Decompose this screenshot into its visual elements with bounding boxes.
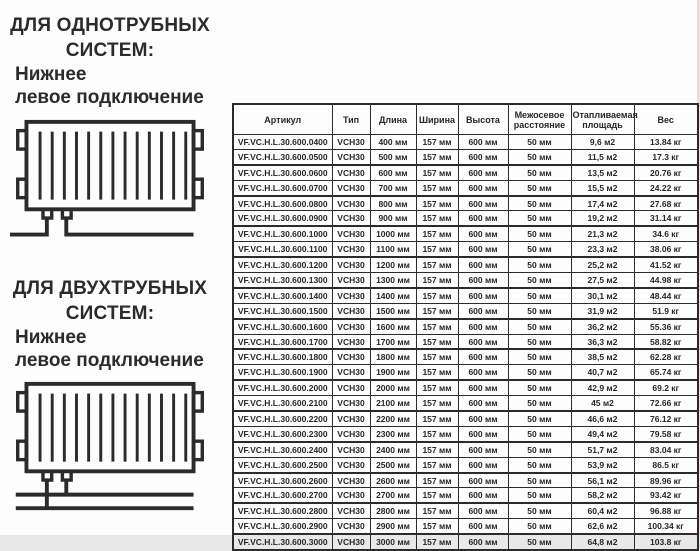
- table-cell: 157 мм: [416, 319, 458, 334]
- table-row: [233, 226, 698, 241]
- table-cell: 600 мм: [458, 457, 508, 472]
- radiator-single-pipe-diagram: [8, 118, 212, 250]
- table-cell: 103.8 кг: [634, 534, 698, 550]
- table-row: [233, 488, 698, 503]
- table-row: [233, 457, 698, 472]
- table-cell: 700 мм: [370, 180, 416, 195]
- table-cell: 600 мм: [458, 149, 508, 164]
- table-row: [233, 334, 698, 349]
- table-cell: 40,7 м2: [571, 365, 634, 380]
- table-cell: 13,5 м2: [571, 165, 634, 180]
- table-cell: VF.VC.H.L.30.600.1400: [233, 288, 332, 303]
- table-cell: 2400 мм: [370, 442, 416, 457]
- table-cell: 600 мм: [370, 165, 416, 180]
- section2-title-line2: СИСТЕМ:: [65, 303, 155, 324]
- table-cell: 31,9 м2: [571, 303, 634, 318]
- table-cell: 157 мм: [416, 473, 458, 488]
- table-row: [233, 380, 698, 395]
- table-cell: 50 мм: [508, 396, 571, 411]
- table-cell: 2300 мм: [370, 426, 416, 441]
- table-cell: 1000 мм: [370, 226, 416, 241]
- table-cell: 600 мм: [458, 380, 508, 395]
- table-cell: 600 мм: [458, 226, 508, 241]
- table-cell: 157 мм: [416, 149, 458, 164]
- table-cell: VF.VC.H.L.30.600.1500: [233, 303, 332, 318]
- table-row: [233, 411, 698, 426]
- table-cell: 2800 мм: [370, 503, 416, 518]
- table-cell: VF.VC.H.L.30.600.1600: [233, 319, 332, 334]
- table-cell: 50 мм: [508, 211, 571, 226]
- table-cell: 50 мм: [508, 273, 571, 288]
- table-cell: 2700 мм: [370, 488, 416, 503]
- table-cell: 83.04 кг: [634, 442, 698, 457]
- table-cell: 157 мм: [416, 135, 458, 150]
- table-cell: 46,6 м2: [571, 411, 634, 426]
- table-cell: 27,5 м2: [571, 273, 634, 288]
- section1-subtitle: [15, 63, 225, 109]
- table-cell: 50 мм: [508, 303, 571, 318]
- table-cell: 31.14 кг: [634, 211, 698, 226]
- section1-title-line1: ДЛЯ ОДНОТРУБНЫХ: [10, 15, 210, 36]
- table-row: [233, 165, 698, 180]
- table-row: [233, 273, 698, 288]
- table-cell: 53,9 м2: [571, 457, 634, 472]
- table-cell: VCH30: [332, 319, 370, 334]
- table-cell: 50 мм: [508, 488, 571, 503]
- table-cell: 600 мм: [458, 257, 508, 272]
- table-cell: 1400 мм: [370, 288, 416, 303]
- table-cell: 600 мм: [458, 165, 508, 180]
- table-cell: 600 мм: [458, 473, 508, 488]
- table-cell: 76.12 кг: [634, 411, 698, 426]
- table-cell: 30,1 м2: [571, 288, 634, 303]
- table-row: [233, 135, 698, 150]
- section1-subtitle-line2: левое подключение: [15, 87, 204, 108]
- table-cell: VF.VC.H.L.30.600.1300: [233, 273, 332, 288]
- table-cell: 157 мм: [416, 288, 458, 303]
- table-cell: VCH30: [332, 349, 370, 364]
- table-cell: 50 мм: [508, 135, 571, 150]
- table-cell: VCH30: [332, 442, 370, 457]
- table-cell: VF.VC.H.L.30.600.0500: [233, 149, 332, 164]
- table-cell: VCH30: [332, 426, 370, 441]
- table-cell: 157 мм: [416, 257, 458, 272]
- table-cell: 157 мм: [416, 396, 458, 411]
- table-cell: 600 мм: [458, 211, 508, 226]
- table-row: [233, 365, 698, 380]
- table-cell: VF.VC.H.L.30.600.0400: [233, 135, 332, 150]
- table-cell: 38.06 кг: [634, 242, 698, 257]
- table-row: [233, 473, 698, 488]
- table-cell: 1500 мм: [370, 303, 416, 318]
- table-cell: 157 мм: [416, 303, 458, 318]
- table-cell: 50 мм: [508, 334, 571, 349]
- table-cell: 600 мм: [458, 180, 508, 195]
- table-cell: 900 мм: [370, 211, 416, 226]
- table-cell: VF.VC.H.L.30.600.2600: [233, 473, 332, 488]
- table-cell: VCH30: [332, 411, 370, 426]
- table-cell: 1700 мм: [370, 334, 416, 349]
- table-cell: 600 мм: [458, 288, 508, 303]
- table-cell: 21,3 м2: [571, 226, 634, 241]
- table-cell: VCH30: [332, 503, 370, 518]
- column-header: Тип: [332, 104, 370, 135]
- column-header: Высота: [458, 104, 508, 135]
- table-cell: 2000 мм: [370, 380, 416, 395]
- table-cell: VF.VC.H.L.30.600.0900: [233, 211, 332, 226]
- table-cell: 38,5 м2: [571, 349, 634, 364]
- table-cell: 60,4 м2: [571, 503, 634, 518]
- table-cell: 157 мм: [416, 196, 458, 211]
- table-cell: VF.VC.H.L.30.600.0800: [233, 196, 332, 211]
- table-cell: 20.76 кг: [634, 165, 698, 180]
- table-cell: 2200 мм: [370, 411, 416, 426]
- table-cell: VF.VC.H.L.30.600.1200: [233, 257, 332, 272]
- table-cell: 51.9 кг: [634, 303, 698, 318]
- table-cell: 400 мм: [370, 135, 416, 150]
- table-cell: 157 мм: [416, 273, 458, 288]
- table-cell: 600 мм: [458, 534, 508, 550]
- table-cell: 58.82 кг: [634, 334, 698, 349]
- table-row: [233, 180, 698, 195]
- table-cell: 69.2 кг: [634, 380, 698, 395]
- table-cell: 50 мм: [508, 365, 571, 380]
- table-cell: 100.34 кг: [634, 519, 698, 534]
- table-cell: 17.3 кг: [634, 149, 698, 164]
- table-cell: VCH30: [332, 473, 370, 488]
- table-cell: 50 мм: [508, 242, 571, 257]
- radiator-two-pipe-diagram: [8, 380, 212, 522]
- table-cell: VF.VC.H.L.30.600.2000: [233, 380, 332, 395]
- table-cell: 600 мм: [458, 442, 508, 457]
- table-cell: 9,6 м2: [571, 135, 634, 150]
- table-cell: VCH30: [332, 257, 370, 272]
- table-row: [233, 149, 698, 164]
- table-row: [233, 426, 698, 441]
- table-cell: 600 мм: [458, 196, 508, 211]
- table-cell: 50 мм: [508, 519, 571, 534]
- table-cell: VF.VC.H.L.30.600.2800: [233, 503, 332, 518]
- table-cell: 50 мм: [508, 319, 571, 334]
- table-cell: 600 мм: [458, 273, 508, 288]
- table-cell: 1200 мм: [370, 257, 416, 272]
- table-cell: 48.44 кг: [634, 288, 698, 303]
- table-cell: 157 мм: [416, 349, 458, 364]
- table-cell: VCH30: [332, 334, 370, 349]
- table-cell: 72.66 кг: [634, 396, 698, 411]
- table-cell: 55.36 кг: [634, 319, 698, 334]
- table-cell: 500 мм: [370, 149, 416, 164]
- table-cell: VCH30: [332, 211, 370, 226]
- table-cell: 11,5 м2: [571, 149, 634, 164]
- table-cell: VCH30: [332, 288, 370, 303]
- table-row: [233, 211, 698, 226]
- table-cell: 157 мм: [416, 411, 458, 426]
- column-header: Артикул: [233, 104, 332, 135]
- table-cell: VCH30: [332, 534, 370, 550]
- table-row: [233, 196, 698, 211]
- table-cell: 13.84 кг: [634, 135, 698, 150]
- radiator-single-pipe-drawing: [8, 118, 212, 250]
- table-cell: 25,2 м2: [571, 257, 634, 272]
- table-row: [233, 534, 698, 550]
- table-cell: 93.42 кг: [634, 488, 698, 503]
- table-cell: 65.74 кг: [634, 365, 698, 380]
- table-cell: VF.VC.H.L.30.600.2100: [233, 396, 332, 411]
- table-row: [233, 503, 698, 518]
- table-cell: 17,4 м2: [571, 196, 634, 211]
- table-cell: 56,1 м2: [571, 473, 634, 488]
- table-cell: VCH30: [332, 457, 370, 472]
- table-cell: 24.22 кг: [634, 180, 698, 195]
- table-cell: 51,7 м2: [571, 442, 634, 457]
- table-cell: 157 мм: [416, 211, 458, 226]
- table-cell: VF.VC.H.L.30.600.2200: [233, 411, 332, 426]
- table-cell: VF.VC.H.L.30.600.3000: [233, 534, 332, 550]
- table-cell: 2600 мм: [370, 473, 416, 488]
- table-cell: 50 мм: [508, 149, 571, 164]
- table-cell: VCH30: [332, 242, 370, 257]
- table-cell: VF.VC.H.L.30.600.1000: [233, 226, 332, 241]
- table-cell: 62,6 м2: [571, 519, 634, 534]
- section2-subtitle: [15, 326, 225, 372]
- table-cell: 600 мм: [458, 411, 508, 426]
- table-cell: VF.VC.H.L.30.600.2900: [233, 519, 332, 534]
- table-cell: 600 мм: [458, 488, 508, 503]
- table-cell: 50 мм: [508, 473, 571, 488]
- table-cell: 79.58 кг: [634, 426, 698, 441]
- table-cell: VCH30: [332, 273, 370, 288]
- table-cell: 36,3 м2: [571, 334, 634, 349]
- table-row: [233, 396, 698, 411]
- table-cell: VF.VC.H.L.30.600.0700: [233, 180, 332, 195]
- table-cell: 23,3 м2: [571, 242, 634, 257]
- table-cell: 2900 мм: [370, 519, 416, 534]
- table-cell: 27.68 кг: [634, 196, 698, 211]
- table-cell: 50 мм: [508, 442, 571, 457]
- column-header: Длина: [370, 104, 416, 135]
- section1-title-line2: СИСТЕМ:: [65, 40, 155, 61]
- table-row: [233, 257, 698, 272]
- table-cell: 157 мм: [416, 180, 458, 195]
- table-row: [233, 519, 698, 534]
- table-cell: 50 мм: [508, 534, 571, 550]
- radiator-two-pipe-drawing: [8, 380, 212, 522]
- table-cell: 96.88 кг: [634, 503, 698, 518]
- table-row: [233, 303, 698, 318]
- table-cell: 600 мм: [458, 242, 508, 257]
- table-cell: 600 мм: [458, 396, 508, 411]
- table-cell: 41.52 кг: [634, 257, 698, 272]
- table-cell: 15,5 м2: [571, 180, 634, 195]
- table-cell: 50 мм: [508, 180, 571, 195]
- table-cell: 50 мм: [508, 426, 571, 441]
- table-cell: 49,4 м2: [571, 426, 634, 441]
- table-cell: 600 мм: [458, 503, 508, 518]
- table-cell: VF.VC.H.L.30.600.2500: [233, 457, 332, 472]
- section2-subtitle-line1: Нижнее: [15, 327, 87, 348]
- section2-subtitle-line2: левое подключение: [15, 350, 204, 371]
- table-cell: VCH30: [332, 165, 370, 180]
- table-cell: 50 мм: [508, 411, 571, 426]
- column-header: Ширина: [416, 104, 458, 135]
- table-row: [233, 242, 698, 257]
- table-cell: VF.VC.H.L.30.600.1800: [233, 349, 332, 364]
- table-cell: 157 мм: [416, 503, 458, 518]
- table-cell: VCH30: [332, 180, 370, 195]
- table-cell: VF.VC.H.L.30.600.0600: [233, 165, 332, 180]
- table-cell: 157 мм: [416, 534, 458, 550]
- table-cell: 157 мм: [416, 426, 458, 441]
- column-header: Межосевое расстояние: [508, 104, 571, 135]
- table-cell: VCH30: [332, 149, 370, 164]
- section2-title-line1: ДЛЯ ДВУХТРУБНЫХ: [12, 278, 208, 299]
- table-cell: 600 мм: [458, 365, 508, 380]
- table-cell: 36,2 м2: [571, 319, 634, 334]
- table-cell: 600 мм: [458, 303, 508, 318]
- table-row: [233, 442, 698, 457]
- table-cell: 50 мм: [508, 380, 571, 395]
- table-cell: 600 мм: [458, 334, 508, 349]
- table-cell: 44.98 кг: [634, 273, 698, 288]
- table-cell: 157 мм: [416, 488, 458, 503]
- table-cell: 64,8 м2: [571, 534, 634, 550]
- table-cell: 1300 мм: [370, 273, 416, 288]
- table-cell: 600 мм: [458, 519, 508, 534]
- table-cell: VF.VC.H.L.30.600.2300: [233, 426, 332, 441]
- table-cell: 34.6 кг: [634, 226, 698, 241]
- table-cell: 19,2 м2: [571, 211, 634, 226]
- table-cell: 45 м2: [571, 396, 634, 411]
- table-cell: 800 мм: [370, 196, 416, 211]
- table-cell: 50 мм: [508, 457, 571, 472]
- table-cell: 50 мм: [508, 503, 571, 518]
- table-cell: VCH30: [332, 519, 370, 534]
- column-header: Вес: [634, 104, 698, 135]
- table-cell: VCH30: [332, 226, 370, 241]
- table-cell: 1900 мм: [370, 365, 416, 380]
- table-cell: 600 мм: [458, 426, 508, 441]
- table-cell: 157 мм: [416, 334, 458, 349]
- table-cell: 600 мм: [458, 319, 508, 334]
- spec-table: [232, 103, 699, 551]
- table-cell: 58,2 м2: [571, 488, 634, 503]
- table-header-row: [233, 104, 698, 135]
- table-row: [233, 319, 698, 334]
- table-cell: 2500 мм: [370, 457, 416, 472]
- table-cell: VCH30: [332, 488, 370, 503]
- table-cell: 157 мм: [416, 380, 458, 395]
- table-row: [233, 288, 698, 303]
- table-cell: 157 мм: [416, 457, 458, 472]
- table-cell: VF.VC.H.L.30.600.2700: [233, 488, 332, 503]
- table-cell: 1100 мм: [370, 242, 416, 257]
- table-cell: VF.VC.H.L.30.600.2400: [233, 442, 332, 457]
- table-cell: 50 мм: [508, 196, 571, 211]
- table-cell: VF.VC.H.L.30.600.1100: [233, 242, 332, 257]
- table-cell: VF.VC.H.L.30.600.1900: [233, 365, 332, 380]
- table-cell: VCH30: [332, 196, 370, 211]
- table-cell: VCH30: [332, 365, 370, 380]
- spec-table-container: [232, 103, 698, 551]
- table-cell: 157 мм: [416, 242, 458, 257]
- table-cell: 62.28 кг: [634, 349, 698, 364]
- left-column: [0, 0, 228, 535]
- table-cell: 600 мм: [458, 135, 508, 150]
- table-cell: VF.VC.H.L.30.600.1700: [233, 334, 332, 349]
- table-cell: VCH30: [332, 380, 370, 395]
- table-cell: 157 мм: [416, 442, 458, 457]
- table-cell: VCH30: [332, 396, 370, 411]
- table-cell: 2100 мм: [370, 396, 416, 411]
- table-cell: 157 мм: [416, 519, 458, 534]
- table-cell: 89.96 кг: [634, 473, 698, 488]
- table-cell: 1800 мм: [370, 349, 416, 364]
- table-cell: 42,9 м2: [571, 380, 634, 395]
- table-cell: VCH30: [332, 303, 370, 318]
- table-cell: 157 мм: [416, 165, 458, 180]
- table-cell: 50 мм: [508, 288, 571, 303]
- table-cell: VCH30: [332, 135, 370, 150]
- table-cell: 50 мм: [508, 165, 571, 180]
- table-cell: 50 мм: [508, 257, 571, 272]
- table-cell: 1600 мм: [370, 319, 416, 334]
- table-cell: 157 мм: [416, 365, 458, 380]
- table-cell: 50 мм: [508, 349, 571, 364]
- table-cell: 157 мм: [416, 226, 458, 241]
- column-header: Отапливаемая площадь: [571, 104, 634, 135]
- section1-subtitle-line1: Нижнее: [15, 64, 87, 85]
- table-row: [233, 349, 698, 364]
- section2-title: [8, 276, 212, 326]
- table-cell: 600 мм: [458, 349, 508, 364]
- table-cell: 3000 мм: [370, 534, 416, 550]
- table-cell: 50 мм: [508, 226, 571, 241]
- table-cell: 86.5 кг: [634, 457, 698, 472]
- section1-title: [8, 13, 212, 63]
